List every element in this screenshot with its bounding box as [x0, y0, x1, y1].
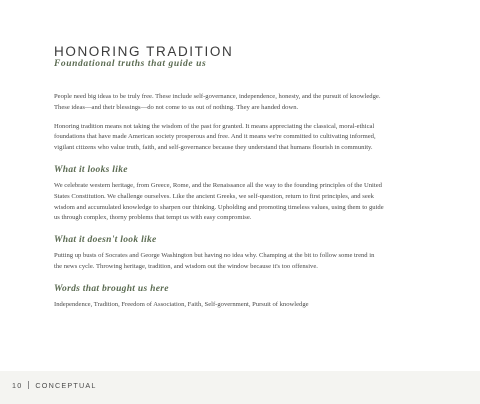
- section-heading-doesnt-look-like: What it doesn't look like: [54, 235, 157, 246]
- section-heading-words: Words that brought us here: [54, 283, 169, 294]
- footer-label: [12, 381, 97, 390]
- footer-divider: [28, 381, 29, 389]
- section-body-doesnt-look-like: Putting up busts of Socrates and George Washington but having no idea why. Champing at the bit to follow some trend in the news cycle. Throwing heritage, tradition, and wisdom out the window because it's too offensive.: [54, 252, 375, 270]
- page-title: HONORING TRADITION: [54, 44, 234, 59]
- intro-paragraph-2: Honoring tradition means not taking the wisdom of the past for granted. It means appreciating the classical, moral-ethical foundations that have made American society prosperous and free. And it means we're committed to cultivating informed, vigilant citizens who value truth, faith, and self-governance because they understand that humans flourish in community.: [54, 122, 376, 152]
- page-subtitle: Foundational truths that guide us: [54, 59, 207, 69]
- page-footer: [0, 371, 480, 404]
- section-heading-looks-like: What it looks like: [54, 164, 128, 175]
- page-number: 10: [12, 381, 23, 390]
- section-body-words: Independence, Tradition, Freedom of Association, Faith, Self-government, Pursuit of knowledge: [54, 300, 309, 308]
- section-body-looks-like: We celebrate western heritage, from Greece, Rome, and the Renaissance all the way to the founding principles of the United States Constitution. We challenge ourselves. Like the ancient Greeks, we self-question, return to first principles, and seek wisdom and accumulated knowledge to sharpen our thinking. Upholding and promoting timeless values, using them to guide us through complex, thorny problems that tempt us with easy compromise.: [54, 181, 384, 222]
- footer-section-label: CONCEPTUAL: [35, 381, 97, 390]
- page-content: [54, 44, 384, 311]
- intro-paragraph-1: People need big ideas to be truly free. These include self-governance, independence, honesty, and the pursuit of knowledge. These ideas—and their blessings—do not come to us out of nothing. They are handed down.: [54, 93, 381, 111]
